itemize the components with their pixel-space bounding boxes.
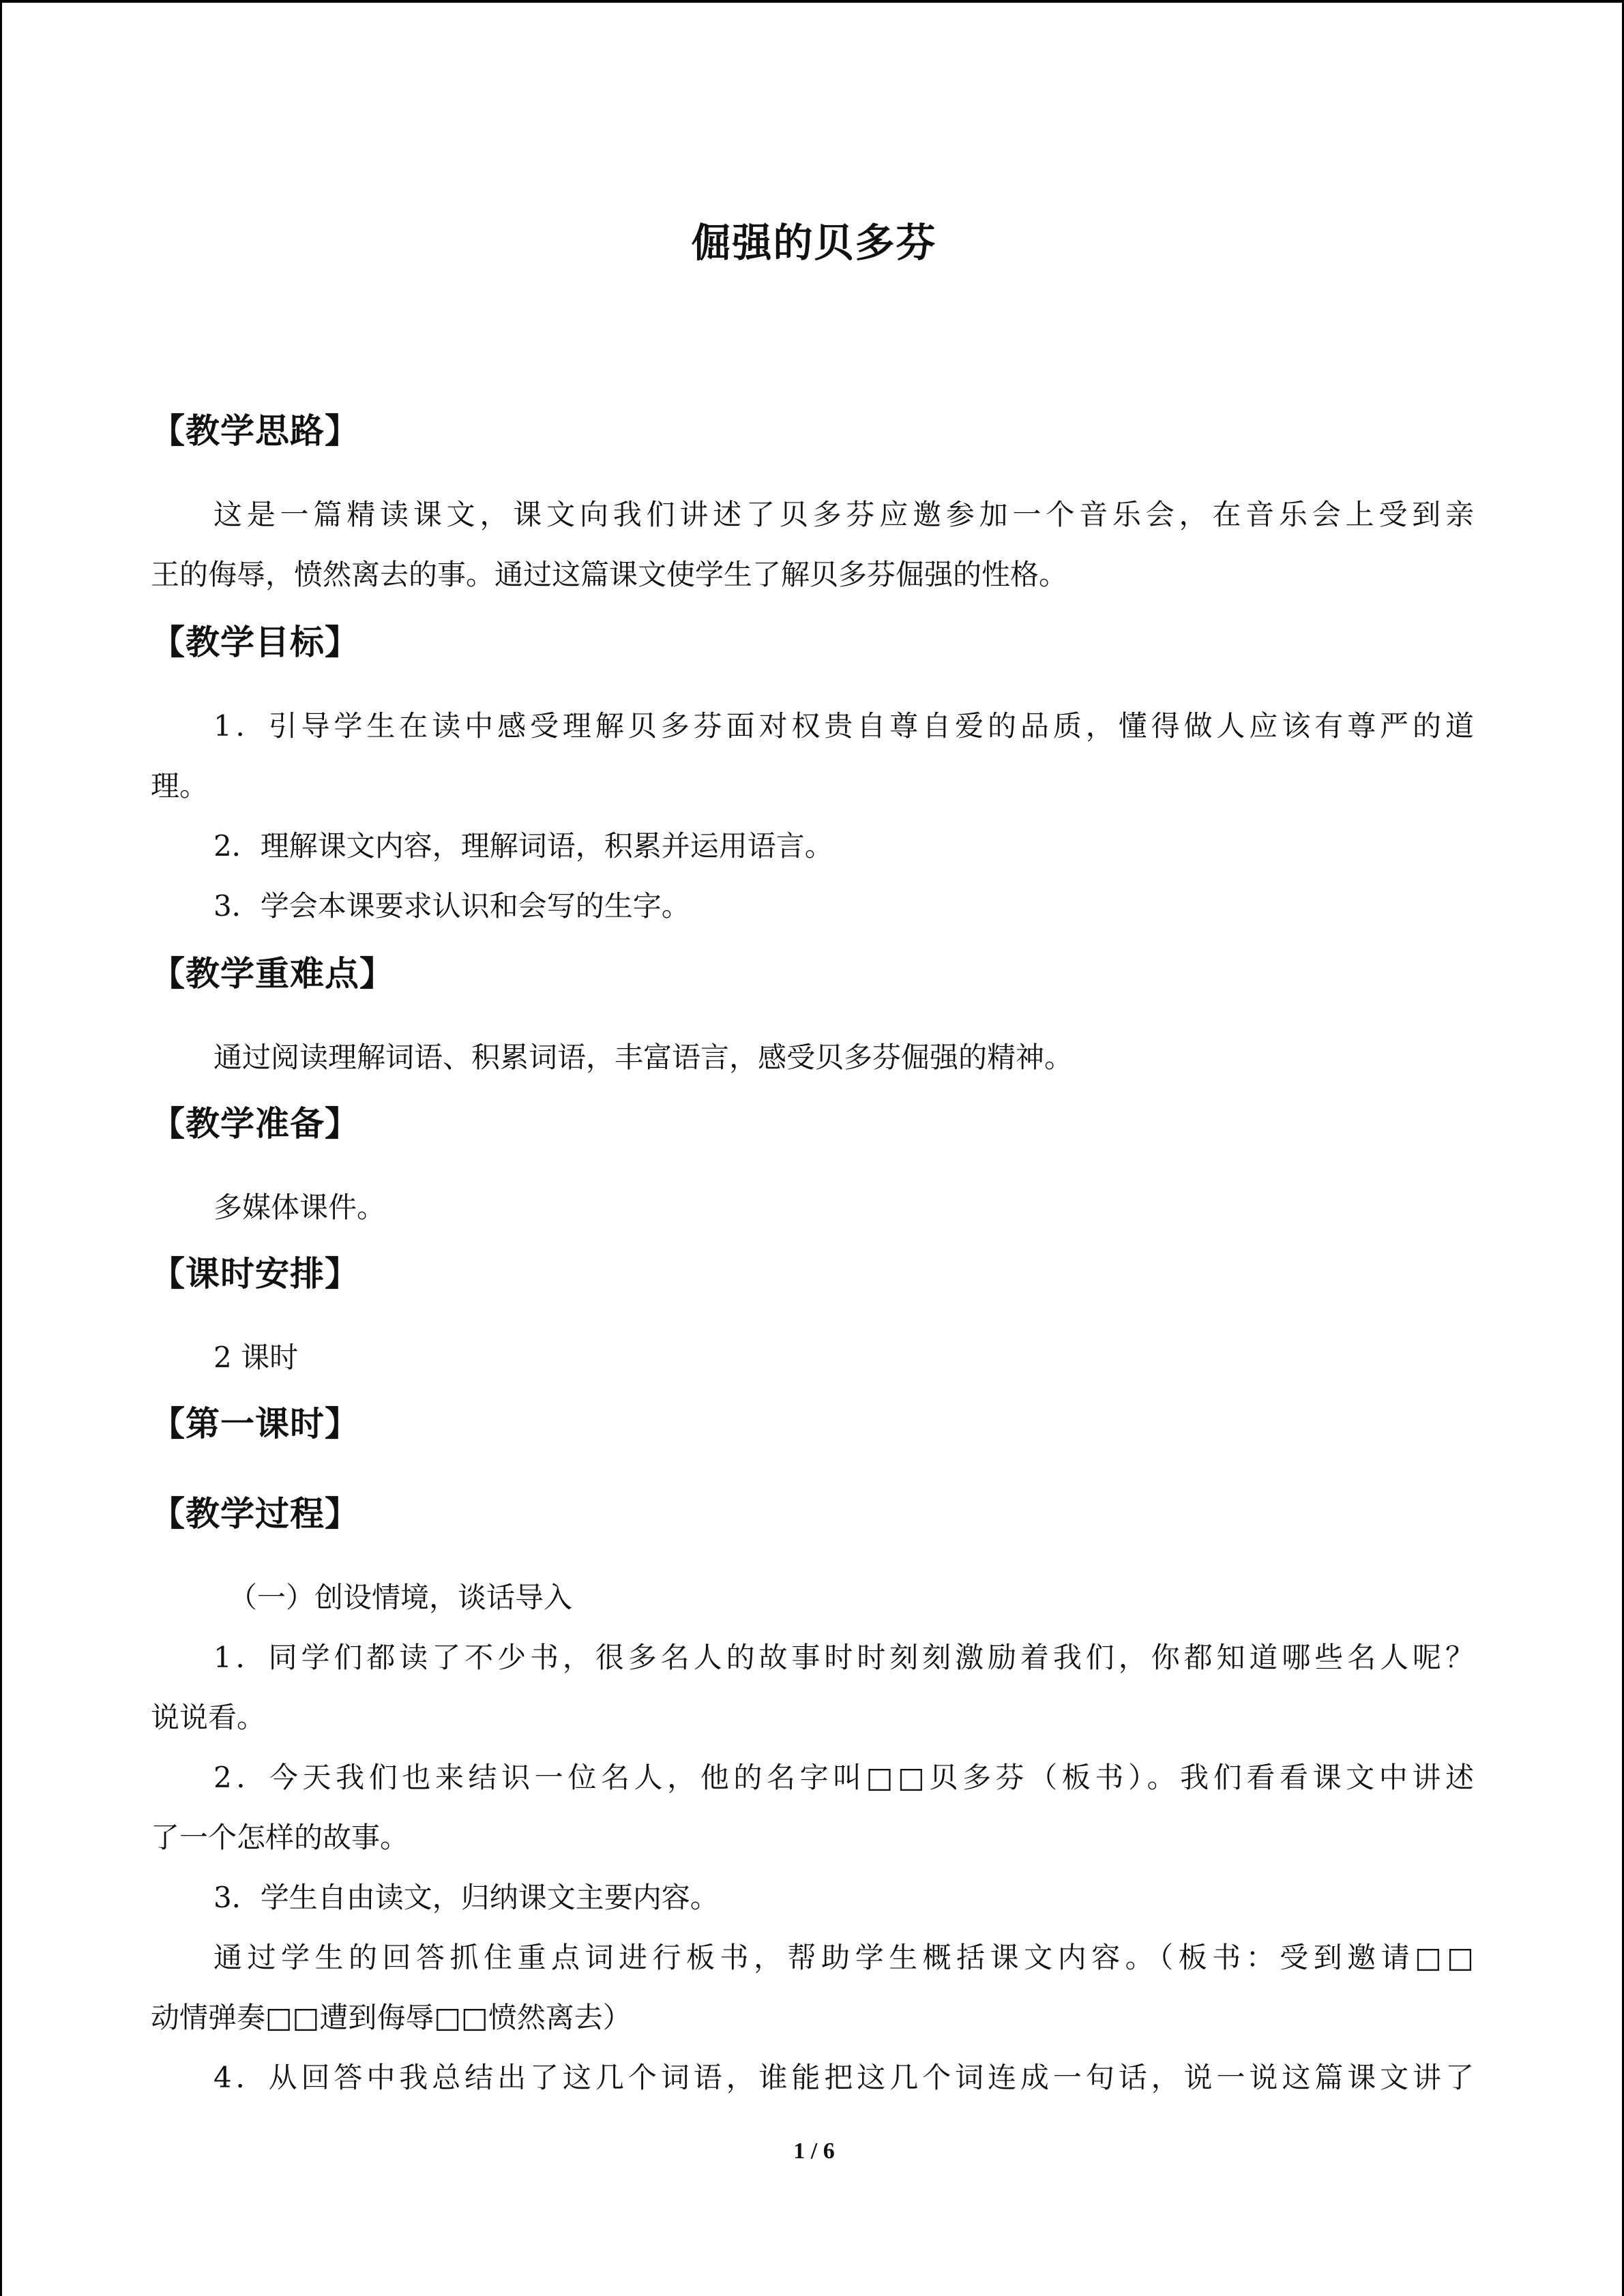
section-heading-process: 【教学过程】 [151, 1494, 359, 1534]
paragraph-line: 2 课时 [213, 1341, 299, 1374]
paragraph-line: 理。 [151, 769, 209, 803]
paragraph-line: 通过阅读理解词语、积累词语，丰富语言，感受贝多芬倔强的精神。 [213, 1041, 1074, 1074]
paragraph-line: 2．理解课文内容，理解词语，积累并运用语言。 [213, 829, 833, 863]
section-heading-keypoints: 【教学重难点】 [151, 954, 394, 994]
paragraph-line: 多媒体课件。 [213, 1191, 386, 1224]
paragraph-line: 3．学生自由读文，归纳课文主要内容。 [213, 1881, 719, 1914]
section-heading-lesson1: 【第一课时】 [151, 1404, 359, 1444]
section-heading-prep: 【教学准备】 [151, 1104, 359, 1144]
section-heading-schedule: 【课时安排】 [151, 1254, 359, 1294]
section-heading-thinking: 【教学思路】 [151, 411, 359, 451]
section-heading-goals: 【教学目标】 [151, 623, 359, 662]
paragraph-line: 3．学会本课要求认识和会写的生字。 [213, 889, 690, 923]
paragraph-line: 通过学生的回答抓住重点词进行板书，帮助学生概括课文内容。（板书：受到邀请□□ [213, 1941, 1474, 1974]
paragraph-line: 这是一篇精读课文，课文向我们讲述了贝多芬应邀参加一个音乐会，在音乐会上受到亲 [213, 498, 1474, 531]
paragraph-line: 2．今天我们也来结识一位名人，他的名字叫□□贝多芬（板书）。我们看看课文中讲述 [213, 1761, 1474, 1794]
paragraph-line: 说说看。 [151, 1701, 266, 1734]
page-title: 倔强的贝多芬 [691, 220, 937, 266]
paragraph-line: 了一个怎样的故事。 [151, 1821, 409, 1854]
paragraph-line: 4．从回答中我总结出了这几个词语，谁能把这几个词连成一句话，说一说这篇课文讲了 [213, 2061, 1474, 2094]
page-number: 1 / 6 [793, 2138, 835, 2164]
paragraph-line: 王的侮辱，愤然离去的事。通过这篇课文使学生了解贝多芬倔强的性格。 [151, 558, 1068, 591]
paragraph-line: 1．同学们都读了不少书，很多名人的故事时时刻刻激励着我们，你都知道哪些名人呢？ [213, 1641, 1474, 1674]
paragraph-line: 1．引导学生在读中感受理解贝多芬面对权贵自尊自爱的品质，懂得做人应该有尊严的道 [213, 709, 1474, 743]
step-title: （一）创设情境，谈话导入 [228, 1581, 573, 1614]
paragraph-line: 动情弹奏□□遭到侮辱□□愤然离去） [151, 2001, 632, 2034]
